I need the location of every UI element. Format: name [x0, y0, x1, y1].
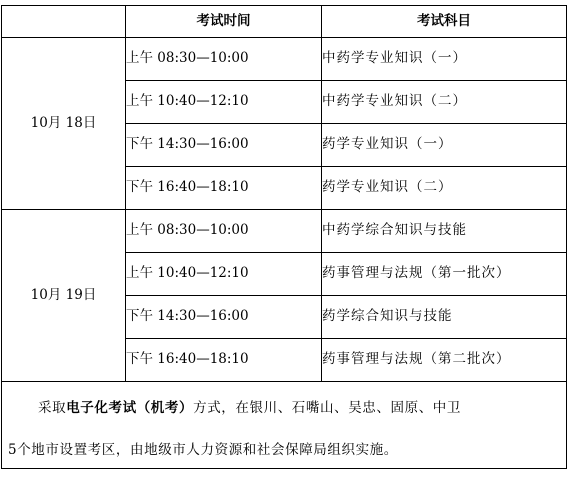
note-line-2: 5个地市设置考区，由地级市人力资源和社会保障局组织实施。: [8, 442, 398, 458]
note-line1-rest: 方式，在银川、石嘴山、吴忠、固原、中卫: [193, 400, 462, 416]
session-subject: 药事管理与法规（第一批次）: [322, 253, 567, 296]
session-time: 上午 10:40—12:10: [126, 81, 322, 124]
table-row: [2, 210, 567, 253]
session-time: 上午 10:40—12:10: [126, 253, 322, 296]
exam-note-cell: [2, 382, 567, 469]
session-subject: 药学专业知识（一）: [322, 124, 567, 167]
session-subject: 中药学专业知识（二）: [322, 81, 567, 124]
session-subject: 中药学综合知识与技能: [322, 210, 567, 253]
header-date-cell: [2, 6, 126, 38]
header-subject: 考试科目: [322, 6, 567, 38]
session-subject: 药学综合知识与技能: [322, 296, 567, 339]
session-subject: 药事管理与法规（第二批次）: [322, 339, 567, 382]
session-time: 下午 16:40—18:10: [126, 339, 322, 382]
session-subject: 药学专业知识（二）: [322, 167, 567, 210]
note-row: [2, 382, 567, 469]
session-subject: 中药学专业知识（一）: [322, 38, 567, 81]
session-time: 下午 14:30—16:00: [126, 296, 322, 339]
session-time: 上午 08:30—10:00: [126, 38, 322, 81]
note-line-1: [2, 398, 566, 418]
table-header-row: [2, 6, 567, 38]
header-time: 考试时间: [126, 6, 322, 38]
exam-date-cell: 10月 18日: [2, 38, 126, 210]
note-prefix: 采取: [38, 400, 67, 416]
exam-schedule-table: [1, 5, 567, 469]
exam-date-cell: 10月 19日: [2, 210, 126, 382]
session-time: 上午 08:30—10:00: [126, 210, 322, 253]
session-time: 下午 16:40—18:10: [126, 167, 322, 210]
note-emphasis: 电子化考试（机考）: [66, 400, 194, 416]
table-row: [2, 38, 567, 81]
session-time: 下午 14:30—16:00: [126, 124, 322, 167]
